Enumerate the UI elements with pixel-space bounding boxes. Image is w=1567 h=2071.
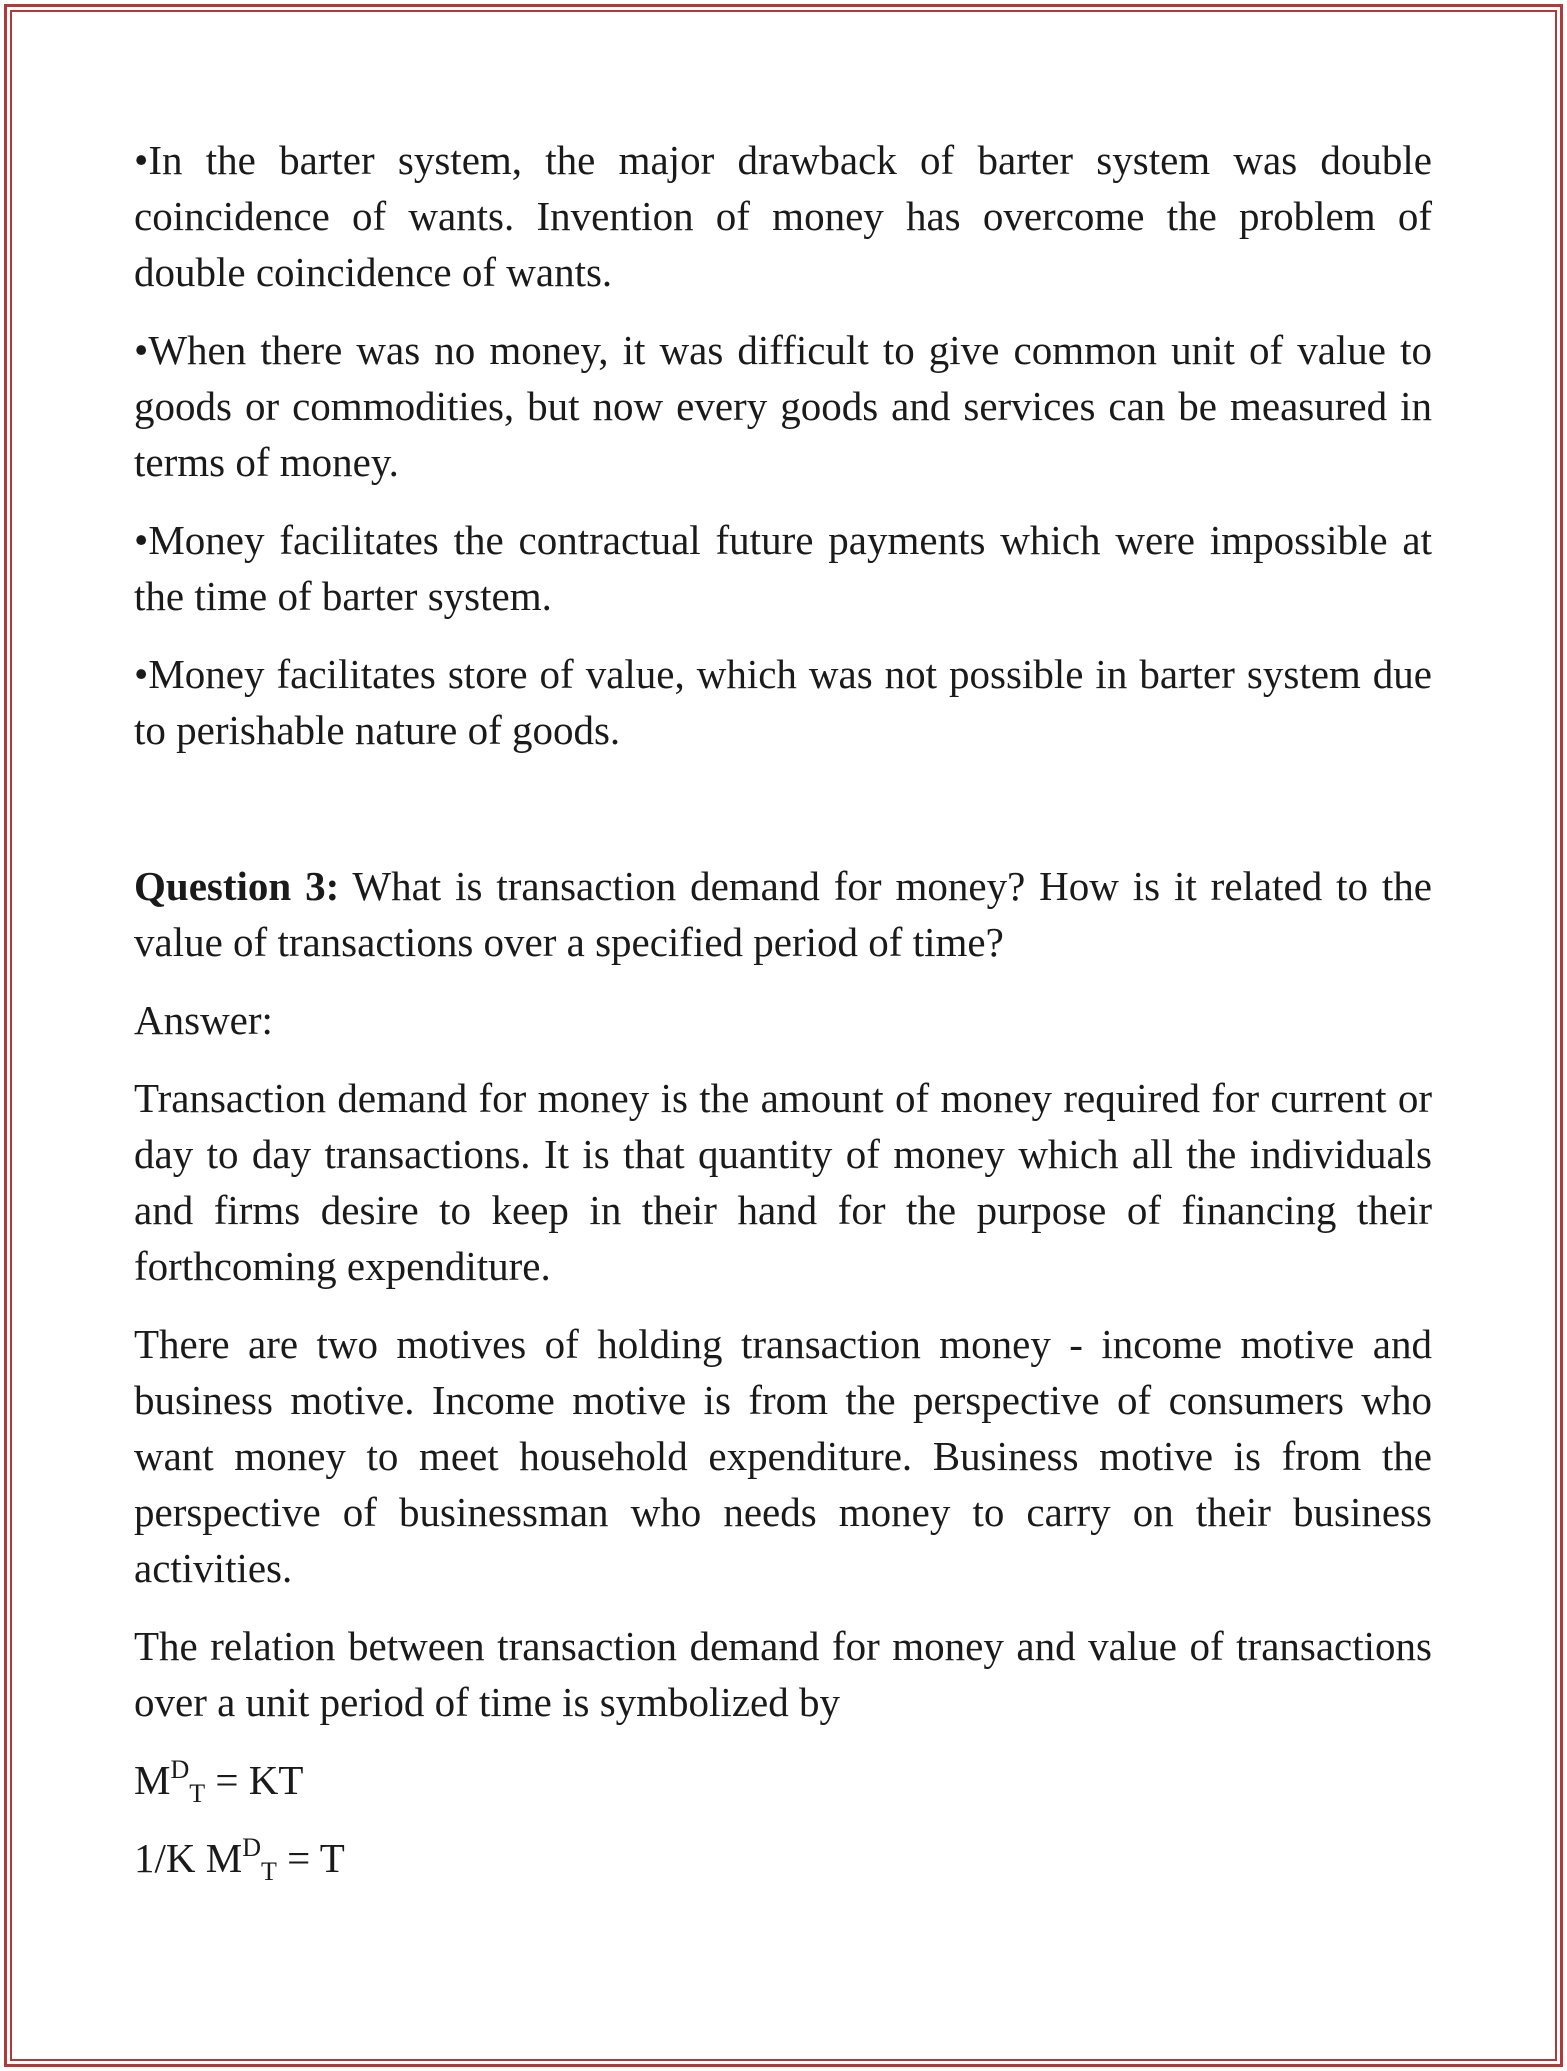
formula-transactions-sup: D <box>242 1833 261 1862</box>
question-3 <box>134 858 1432 970</box>
question-text: What is transaction demand for money? How is it related to the value of transactions over a specified period of time? <box>134 863 1432 965</box>
paragraph-definition: Transaction demand for money is the amount of money required for current or day to day transactions. It is that quantity of money which all the individuals and firms desire to keep in their hand for the purpose of financing their forthcoming expenditure. <box>134 1075 1432 1289</box>
question-label: Question 3: <box>134 863 340 909</box>
bullet-store-of-value: •Money facilitates store of value, which was not possible in barter system due to perishable nature of goods. <box>134 651 1432 753</box>
formula-transactions-prefix: 1/K M <box>134 1835 243 1881</box>
answer-label: Answer: <box>134 997 273 1043</box>
formula-transactions-sub: T <box>261 1857 277 1886</box>
bullet-double-coincidence: •In the barter system, the major drawback of barter system was double coincidence of wants. Invention of money has overcome the problem of double coincidence of wants. <box>134 137 1432 295</box>
bullet-common-unit-of-value: •When there was no money, it was difficult to give common unit of value to goods or commodities, but now every goods and services can be measured in terms of money. <box>134 327 1432 485</box>
formula-transactions-rest: = T <box>276 1835 345 1881</box>
formula-demand-sub: T <box>189 1779 206 1808</box>
document-body <box>134 132 1432 1908</box>
paragraph-relation: The relation between transaction demand for money and value of transactions over a unit period of time is symbolized by <box>134 1623 1432 1725</box>
formula-demand <box>134 1752 1432 1808</box>
formula-demand-base: M <box>134 1757 171 1803</box>
paragraph-motives: There are two motives of holding transaction money - income motive and business motive. Income motive is from the perspective of consumers who want money to meet household expenditure. Business motive is from the perspective of businessman who needs money to carry on their business activities. <box>134 1321 1432 1591</box>
bullet-future-payments: •Money facilitates the contractual future payments which were impossible at the time of barter system. <box>134 517 1432 619</box>
formula-demand-sup: D <box>170 1755 190 1784</box>
formula-transactions <box>134 1830 1432 1886</box>
formula-demand-rest: = KT <box>205 1757 304 1803</box>
